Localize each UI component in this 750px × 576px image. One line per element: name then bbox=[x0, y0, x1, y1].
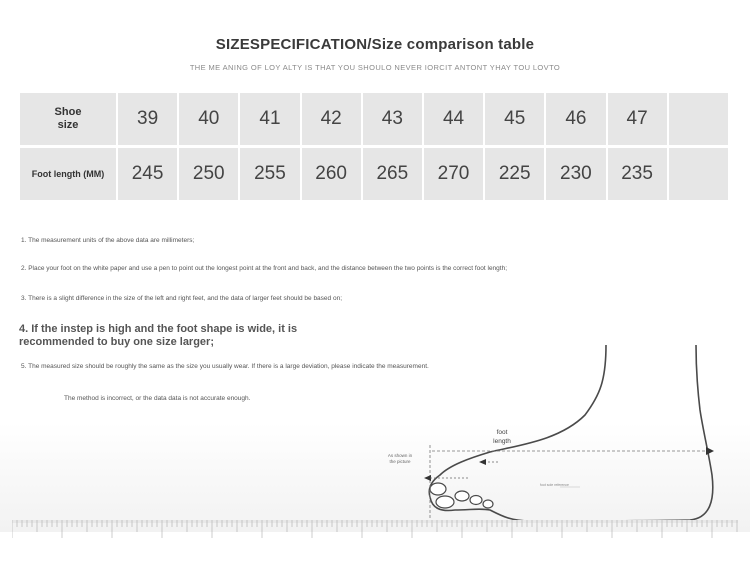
size-cell-empty bbox=[669, 93, 728, 148]
foot-measurement-diagram bbox=[0, 330, 750, 530]
shoe-size-header: Shoe size bbox=[20, 93, 116, 148]
length-cell: 265 bbox=[363, 148, 422, 200]
page-subtitle: THE ME ANING OF LOY ALTY IS THAT YOU SHOULO NEVER IORCIT ANTONT YHAY TOU LOVTO bbox=[189, 63, 561, 72]
length-cell: 260 bbox=[302, 148, 361, 200]
size-cell: 44 bbox=[424, 93, 483, 148]
length-cell: 225 bbox=[485, 148, 544, 200]
size-cell: 45 bbox=[485, 93, 544, 148]
page-title: SIZESPECIFICATION/Size comparison table bbox=[215, 36, 535, 53]
note-1: 1. The measurement units of the above data are millimeters; bbox=[21, 237, 195, 244]
toe bbox=[436, 496, 454, 508]
note-2: 2. Place your foot on the white paper and use a pen to point out the longest point at the front and back, and the distance between the two points is the correct foot length; bbox=[21, 265, 508, 272]
foot-length-header: Foot length (MM) bbox=[20, 148, 116, 200]
arrow-right-head bbox=[706, 447, 714, 455]
length-cell: 235 bbox=[608, 148, 667, 200]
size-cell: 46 bbox=[546, 93, 605, 148]
foot-length-label: foot length bbox=[493, 429, 511, 445]
table-row bbox=[20, 93, 728, 148]
note-6: The method is incorrect, or the data data is not accurate enough. bbox=[64, 395, 251, 402]
size-cell: 40 bbox=[179, 93, 238, 148]
note-3: 3. There is a slight difference in the size of the left and right feet, and the data of larger feet should be based on; bbox=[21, 295, 342, 302]
size-cell: 39 bbox=[118, 93, 177, 148]
size-comparison-table bbox=[18, 93, 730, 200]
length-cell: 250 bbox=[179, 148, 238, 200]
length-cell: 245 bbox=[118, 148, 177, 200]
as-shown-label: As shown in the picture bbox=[387, 453, 413, 464]
size-cell: 47 bbox=[608, 93, 667, 148]
arrow-left-head bbox=[424, 475, 431, 481]
length-cell: 230 bbox=[546, 148, 605, 200]
ruler bbox=[12, 518, 738, 540]
size-cell: 43 bbox=[363, 93, 422, 148]
toe bbox=[470, 496, 482, 505]
size-cell: 42 bbox=[302, 93, 361, 148]
sole-reference-label: foot sole reference bbox=[540, 483, 569, 487]
length-cell-empty bbox=[669, 148, 728, 200]
length-cell: 255 bbox=[240, 148, 299, 200]
toe bbox=[430, 483, 446, 495]
length-cell: 270 bbox=[424, 148, 483, 200]
ruler-edge bbox=[12, 520, 738, 523]
toe bbox=[483, 500, 493, 508]
arrow-left-head bbox=[479, 459, 486, 465]
size-cell: 41 bbox=[240, 93, 299, 148]
foot-outline bbox=[429, 345, 712, 521]
toe bbox=[455, 491, 469, 501]
note-4: 4. If the instep is high and the foot shape is wide, it is recommended to buy one size larger; bbox=[19, 323, 298, 348]
note-5: 5. The measured size should be roughly the same as the size you usually wear. If there is a large deviation, please indicate the measurement. bbox=[21, 363, 429, 370]
table-row bbox=[20, 148, 728, 200]
